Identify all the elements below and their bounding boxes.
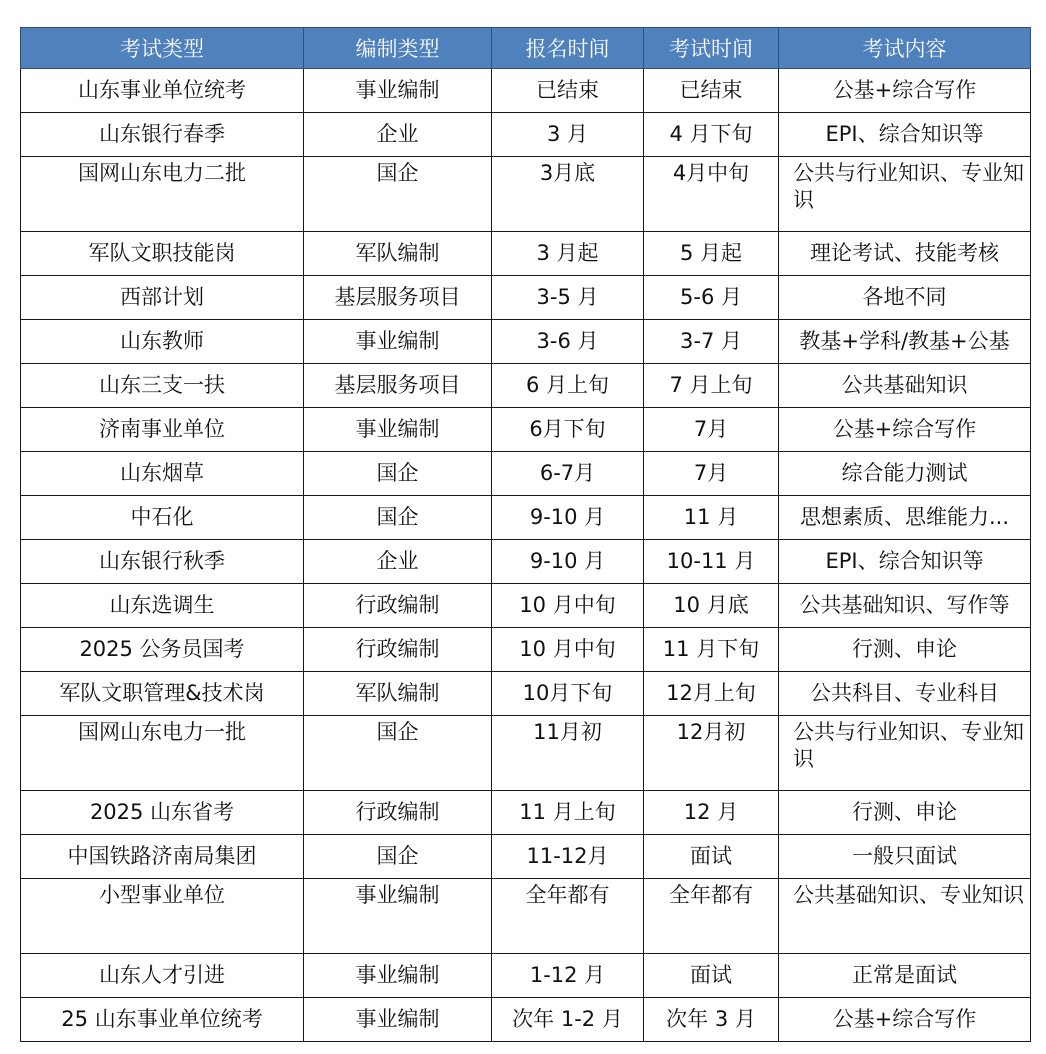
cell-exam-type: 军队文职技能岗 [21, 232, 304, 276]
cell-staffing-type: 国企 [304, 716, 492, 791]
header-exam-type: 考试类型 [21, 28, 304, 69]
cell-exam-content: 公共与行业知识、专业知识 [779, 157, 1031, 232]
cell-exam-time: 面试 [644, 954, 779, 998]
cell-staffing-type: 事业编制 [304, 408, 492, 452]
cell-staffing-type: 企业 [304, 113, 492, 157]
table-row [21, 672, 1031, 716]
cell-exam-time: 5 月起 [644, 232, 779, 276]
cell-registration-time: 次年 1-2 月 [492, 998, 644, 1042]
cell-staffing-type: 军队编制 [304, 232, 492, 276]
cell-exam-time: 12 月 [644, 791, 779, 835]
cell-exam-type: 中石化 [21, 496, 304, 540]
cell-exam-type: 山东银行秋季 [21, 540, 304, 584]
cell-exam-content: 综合能力测试 [779, 452, 1031, 496]
cell-exam-type: 西部计划 [21, 276, 304, 320]
cell-exam-content: 一般只面试 [779, 835, 1031, 879]
header-staffing-type: 编制类型 [304, 28, 492, 69]
table-row [21, 113, 1031, 157]
cell-exam-content: 正常是面试 [779, 954, 1031, 998]
cell-exam-type: 军队文职管理&技术岗 [21, 672, 304, 716]
cell-staffing-type: 军队编制 [304, 672, 492, 716]
cell-registration-time: 6 月上旬 [492, 364, 644, 408]
cell-exam-type: 山东教师 [21, 320, 304, 364]
cell-registration-time: 3-6 月 [492, 320, 644, 364]
cell-registration-time: 11 月上旬 [492, 791, 644, 835]
cell-exam-content: 公共基础知识、专业知识 [779, 879, 1031, 954]
cell-exam-content: 理论考试、技能考核 [779, 232, 1031, 276]
cell-exam-content: 思想素质、思维能力... [779, 496, 1031, 540]
cell-registration-time: 3月底 [492, 157, 644, 232]
cell-registration-time: 1-12 月 [492, 954, 644, 998]
cell-exam-type: 中国铁路济南局集团 [21, 835, 304, 879]
cell-staffing-type: 国企 [304, 835, 492, 879]
cell-exam-content: 公共基础知识 [779, 364, 1031, 408]
table-row [21, 320, 1031, 364]
table-header [21, 28, 1031, 69]
cell-staffing-type: 行政编制 [304, 791, 492, 835]
header-exam-content: 考试内容 [779, 28, 1031, 69]
cell-exam-type: 山东事业单位统考 [21, 69, 304, 113]
cell-staffing-type: 国企 [304, 496, 492, 540]
table-body [21, 69, 1031, 1042]
cell-staffing-type: 国企 [304, 157, 492, 232]
cell-exam-content: 教基+学科/教基+公基 [779, 320, 1031, 364]
cell-exam-type: 2025 山东省考 [21, 791, 304, 835]
cell-staffing-type: 事业编制 [304, 320, 492, 364]
cell-exam-time: 5-6 月 [644, 276, 779, 320]
cell-exam-type: 国网山东电力一批 [21, 716, 304, 791]
cell-exam-content: 公基+综合写作 [779, 408, 1031, 452]
cell-exam-time: 11 月 [644, 496, 779, 540]
cell-staffing-type: 基层服务项目 [304, 364, 492, 408]
cell-exam-time: 面试 [644, 835, 779, 879]
cell-exam-content: 各地不同 [779, 276, 1031, 320]
table-row [21, 716, 1031, 791]
table-row [21, 496, 1031, 540]
cell-registration-time: 已结束 [492, 69, 644, 113]
header-registration-time: 报名时间 [492, 28, 644, 69]
cell-exam-time: 4 月下旬 [644, 113, 779, 157]
cell-exam-type: 山东人才引进 [21, 954, 304, 998]
cell-registration-time: 3-5 月 [492, 276, 644, 320]
table-row [21, 408, 1031, 452]
cell-exam-content: 公基+综合写作 [779, 69, 1031, 113]
cell-registration-time: 3 月起 [492, 232, 644, 276]
cell-staffing-type: 行政编制 [304, 584, 492, 628]
table-row [21, 364, 1031, 408]
cell-registration-time: 9-10 月 [492, 540, 644, 584]
cell-staffing-type: 事业编制 [304, 998, 492, 1042]
table-row [21, 232, 1031, 276]
cell-exam-time: 12月上旬 [644, 672, 779, 716]
cell-staffing-type: 事业编制 [304, 69, 492, 113]
cell-exam-time: 已结束 [644, 69, 779, 113]
table-row [21, 998, 1031, 1042]
cell-exam-time: 4月中旬 [644, 157, 779, 232]
cell-exam-type: 小型事业单位 [21, 879, 304, 954]
cell-exam-time: 7 月上旬 [644, 364, 779, 408]
cell-exam-time: 11 月下旬 [644, 628, 779, 672]
cell-exam-content: 公基+综合写作 [779, 998, 1031, 1042]
cell-exam-type: 山东银行春季 [21, 113, 304, 157]
cell-registration-time: 10 月中旬 [492, 628, 644, 672]
header-row [21, 28, 1031, 69]
cell-registration-time: 全年都有 [492, 879, 644, 954]
cell-exam-content: EPI、综合知识等 [779, 540, 1031, 584]
cell-staffing-type: 事业编制 [304, 879, 492, 954]
cell-exam-time: 7月 [644, 452, 779, 496]
table-row [21, 628, 1031, 672]
cell-exam-type: 山东烟草 [21, 452, 304, 496]
cell-exam-time: 次年 3 月 [644, 998, 779, 1042]
cell-exam-time: 10 月底 [644, 584, 779, 628]
header-exam-time: 考试时间 [644, 28, 779, 69]
table-row [21, 452, 1031, 496]
cell-exam-content: 公共基础知识、写作等 [779, 584, 1031, 628]
cell-exam-time: 7月 [644, 408, 779, 452]
table-row [21, 954, 1031, 998]
cell-exam-content: 公共与行业知识、专业知识 [779, 716, 1031, 791]
table-row [21, 540, 1031, 584]
cell-exam-time: 10-11 月 [644, 540, 779, 584]
cell-exam-type: 山东选调生 [21, 584, 304, 628]
cell-registration-time: 3 月 [492, 113, 644, 157]
cell-staffing-type: 基层服务项目 [304, 276, 492, 320]
cell-registration-time: 10月下旬 [492, 672, 644, 716]
cell-registration-time: 11-12月 [492, 835, 644, 879]
cell-exam-type: 25 山东事业单位统考 [21, 998, 304, 1042]
cell-exam-time: 全年都有 [644, 879, 779, 954]
cell-staffing-type: 国企 [304, 452, 492, 496]
cell-exam-time: 12月初 [644, 716, 779, 791]
table-row [21, 69, 1031, 113]
cell-staffing-type: 事业编制 [304, 954, 492, 998]
cell-exam-type: 2025 公务员国考 [21, 628, 304, 672]
cell-staffing-type: 行政编制 [304, 628, 492, 672]
table-row [21, 835, 1031, 879]
cell-registration-time: 9-10 月 [492, 496, 644, 540]
cell-exam-type: 济南事业单位 [21, 408, 304, 452]
table-row [21, 276, 1031, 320]
cell-staffing-type: 企业 [304, 540, 492, 584]
table-row [21, 879, 1031, 954]
table-row [21, 584, 1031, 628]
cell-exam-type: 山东三支一扶 [21, 364, 304, 408]
cell-exam-content: 公共科目、专业科目 [779, 672, 1031, 716]
cell-registration-time: 6-7月 [492, 452, 644, 496]
cell-exam-time: 3-7 月 [644, 320, 779, 364]
table-row [21, 157, 1031, 232]
cell-exam-content: 行测、申论 [779, 628, 1031, 672]
cell-exam-content: 行测、申论 [779, 791, 1031, 835]
cell-registration-time: 11月初 [492, 716, 644, 791]
table-row [21, 791, 1031, 835]
cell-registration-time: 10 月中旬 [492, 584, 644, 628]
cell-registration-time: 6月下旬 [492, 408, 644, 452]
exam-schedule-table [20, 27, 1031, 1042]
cell-exam-content: EPI、综合知识等 [779, 113, 1031, 157]
cell-exam-type: 国网山东电力二批 [21, 157, 304, 232]
